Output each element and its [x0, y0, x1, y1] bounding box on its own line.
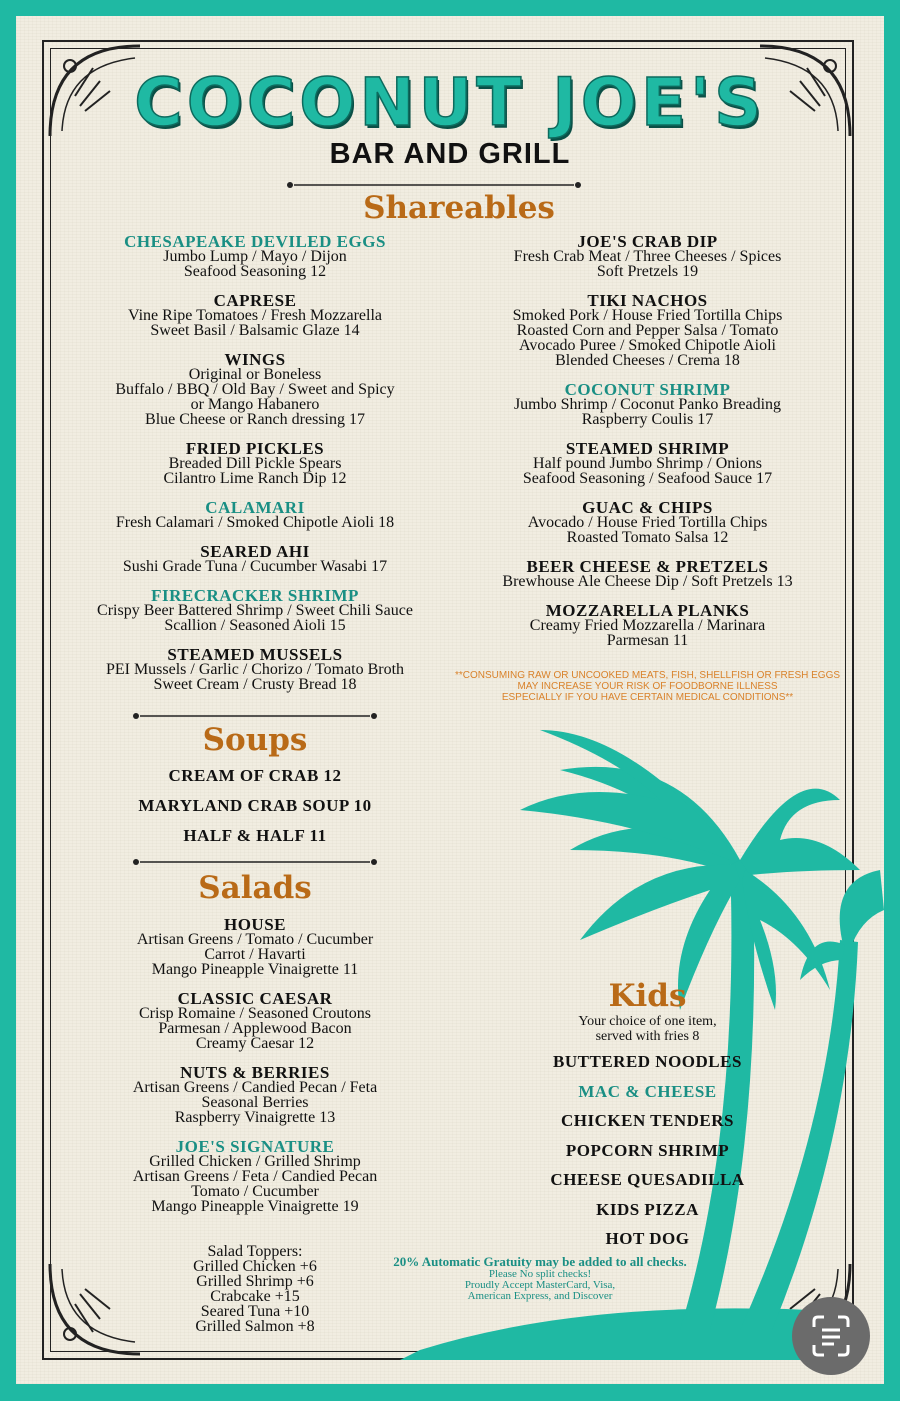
kids-note [450, 1014, 845, 1044]
menu-item [60, 544, 450, 574]
soups-heading: Soups [202, 722, 308, 758]
menu-item-description: Brewhouse Ale Cheese Dip / Soft Pretzels 13 [502, 573, 793, 590]
menu-item-description: Sushi Grade Tuna / Cucumber Wasabi 17 [122, 558, 388, 575]
menu-item-description: Artisan Greens / Feta / Candied Pecan [132, 1168, 378, 1185]
shareables-heading: Shareables [363, 190, 555, 226]
soups-divider [130, 711, 380, 721]
menu-item-name: GUAC & CHIPS [582, 498, 713, 517]
menu-item-description: Jumbo Shrimp / Coconut Panko Breading [513, 396, 782, 413]
menu-item-description: Seafood Seasoning / Seafood Sauce 17 [522, 470, 773, 487]
menu-item-description: Crispy Beer Battered Shrimp / Sweet Chili Sauce [97, 602, 413, 619]
menu-item-description: Grilled Chicken / Grilled Shrimp [149, 1153, 361, 1170]
kids-item: HOT DOG [605, 1229, 690, 1248]
menu-item-description: Carrot / Havarti [204, 946, 306, 963]
menu-item-description: Raspberry Coulis 17 [581, 411, 714, 428]
soup-item: MARYLAND CRAB SOUP 10 [138, 796, 372, 815]
menu-item-description: Original or Boneless [188, 366, 322, 383]
menu-item [60, 1065, 450, 1125]
menu-item-description: Sweet Basil / Balsamic Glaze 14 [150, 322, 360, 339]
menu-item-description: Jumbo Lump / Mayo / Dijon [163, 248, 347, 265]
menu-item [60, 588, 450, 633]
menu-item [450, 603, 845, 648]
menu-item-name: STEAMED MUSSELS [167, 645, 343, 664]
kids-heading: Kids [608, 978, 687, 1014]
food-safety-warning [450, 670, 845, 703]
menu-item-name: STEAMED SHRIMP [565, 439, 730, 458]
menu-item-description: Breaded Dill Pickle Spears [168, 455, 342, 472]
topper-line: Grilled Shrimp +6 [196, 1273, 314, 1290]
kids-item: MAC & CHEESE [578, 1081, 717, 1101]
menu-item-name: HOUSE [223, 915, 287, 934]
scan-text-icon [792, 1297, 870, 1375]
menu-item-name: CHESAPEAKE DEVILED EGGS [124, 232, 386, 251]
restaurant-subtitle: BAR AND GRILL [329, 138, 571, 170]
menu-item-description: Creamy Fried Mozzarella / Marinara [529, 617, 766, 634]
menu-item-description: Blue Cheese or Ranch dressing 17 [145, 411, 365, 428]
kids-list [450, 1052, 845, 1259]
shareables-left-column [60, 234, 450, 706]
menu-item [450, 293, 845, 368]
menu-item-name: SEARED AHI [200, 542, 310, 561]
menu-item-description: Avocado / House Fried Tortilla Chips [527, 514, 768, 531]
menu-item [450, 234, 845, 279]
menu-item-description: Vine Ripe Tomatoes / Fresh Mozzarella [128, 307, 382, 324]
payment-notice [330, 1269, 750, 1302]
menu-item-description: Parmesan 11 [606, 632, 689, 649]
menu-item-description: Raspberry Vinaigrette 13 [174, 1109, 336, 1126]
topper-line: Grilled Chicken +6 [193, 1258, 317, 1275]
menu-item-name: NUTS & BERRIES [180, 1063, 330, 1082]
menu-item-description: Roasted Tomato Salsa 12 [566, 529, 729, 546]
salads-list [60, 917, 450, 1228]
menu-item-description: Sweet Cream / Crusty Bread 18 [153, 676, 357, 693]
menu-item [450, 382, 845, 427]
salads-divider [130, 857, 380, 867]
menu-item-description: Seasonal Berries [201, 1094, 309, 1111]
menu-item [60, 500, 450, 530]
warning-line: **CONSUMING RAW OR UNCOOKED MEATS, FISH, SHELLFISH OR FRESH EGGS [454, 670, 841, 681]
menu-item-description: Creamy Caesar 12 [195, 1035, 315, 1052]
payment-line: American Express, and Discover [467, 1290, 613, 1302]
menu-item [60, 991, 450, 1051]
menu-item-description: Blended Cheeses / Crema 18 [555, 352, 740, 369]
payment-line: Please No split checks! [488, 1268, 592, 1280]
menu-item-description: or Mango Habanero [190, 396, 320, 413]
soup-item: HALF & HALF 11 [183, 826, 327, 845]
menu-item-description: Seafood Seasoning 12 [183, 263, 327, 280]
menu-item-name: CALAMARI [205, 498, 305, 517]
menu-item-name: CLASSIC CAESAR [177, 989, 333, 1008]
menu-item [60, 352, 450, 427]
menu-item-description: Mango Pineapple Vinaigrette 19 [151, 1198, 359, 1215]
restaurant-title: COCONUT JOE'S [134, 64, 766, 141]
menu-item-description: Artisan Greens / Candied Pecan / Feta [132, 1079, 378, 1096]
menu-item [450, 500, 845, 545]
menu-item [60, 293, 450, 338]
menu-item-description: Soft Pretzels 19 [596, 263, 699, 280]
menu-item-name: WINGS [224, 350, 286, 369]
soup-item: CREAM OF CRAB 12 [168, 766, 342, 785]
menu-item-description: Cilantro Lime Ranch Dip 12 [163, 470, 347, 487]
menu-item-name: JOE'S CRAB DIP [577, 232, 718, 251]
menu-item-description: Fresh Crab Meat / Three Cheeses / Spices [513, 248, 782, 265]
menu-item [450, 559, 845, 589]
menu-item-name: FIRECRACKER SHRIMP [151, 586, 359, 605]
topper-line: Seared Tuna +10 [200, 1303, 310, 1320]
kids-item: KIDS PIZZA [596, 1199, 699, 1219]
menu-item [60, 234, 450, 279]
menu-item-description: Artisan Greens / Tomato / Cucumber [136, 931, 374, 948]
menu-item-name: TIKI NACHOS [587, 291, 708, 310]
kids-item: BUTTERED NOODLES [553, 1052, 742, 1071]
menu-item-name: CAPRESE [213, 291, 297, 310]
menu-item [60, 917, 450, 977]
menu-item-name: FRIED PICKLES [185, 439, 325, 458]
menu-item-description: Parmesan / Applewood Bacon [158, 1020, 352, 1037]
shareables-right-column [450, 234, 845, 662]
menu-item [60, 1139, 450, 1214]
topper-line: Crabcake +15 [210, 1288, 300, 1305]
lens-scan-button[interactable] [792, 1297, 870, 1375]
menu-item-description: Fresh Calamari / Smoked Chipotle Aioli 18 [115, 514, 395, 531]
payment-line: Proudly Accept MasterCard, Visa, [464, 1279, 616, 1291]
menu-item-description: Buffalo / BBQ / Old Bay / Sweet and Spicy [115, 381, 395, 398]
menu-item-name: COCONUT SHRIMP [564, 380, 731, 399]
kids-note-line: Your choice of one item, [578, 1014, 717, 1029]
menu-item-description: Half pound Jumbo Shrimp / Onions [533, 455, 762, 472]
header-divider [284, 180, 584, 190]
menu-item [60, 647, 450, 692]
menu-item-description: Tomato / Cucumber [191, 1183, 319, 1200]
menu-item-description: Mango Pineapple Vinaigrette 11 [151, 961, 359, 978]
menu-item-name: JOE'S SIGNATURE [175, 1137, 335, 1156]
menu-item [450, 441, 845, 486]
warning-line: MAY INCREASE YOUR RISK OF FOODBORNE ILLNESS [517, 681, 778, 692]
topper-line: Salad Toppers: [207, 1243, 303, 1260]
kids-item: CHEESE QUESADILLA [550, 1170, 745, 1189]
kids-note-line: served with fries 8 [595, 1029, 700, 1044]
kids-item: CHICKEN TENDERS [561, 1111, 734, 1130]
menu-item-description: Roasted Corn and Pepper Salsa / Tomato [516, 322, 779, 339]
menu-item-description: PEI Mussels / Garlic / Chorizo / Tomato Broth [105, 661, 405, 678]
soups-list [60, 766, 450, 856]
menu-item-name: MOZZARELLA PLANKS [545, 601, 750, 620]
kids-item: POPCORN SHRIMP [565, 1140, 730, 1160]
menu-item-description: Crisp Romaine / Seasoned Croutons [139, 1005, 371, 1022]
menu-item-description: Scallion / Seasoned Aioli 15 [164, 617, 346, 634]
menu-item-description: Avocado Puree / Smoked Chipotle Aioli [518, 337, 776, 354]
gratuity-notice: 20% Automatic Gratuity may be added to all checks. [393, 1254, 687, 1269]
menu-item-name: BEER CHEESE & PRETZELS [526, 557, 769, 576]
topper-line: Grilled Salmon +8 [195, 1318, 315, 1335]
salads-heading: Salads [198, 870, 312, 906]
menu-item-description: Smoked Pork / House Fried Tortilla Chips [512, 307, 783, 324]
warning-line: ESPECIALLY IF YOU HAVE CERTAIN MEDICAL CONDITIONS** [501, 692, 794, 703]
menu-item [60, 441, 450, 486]
